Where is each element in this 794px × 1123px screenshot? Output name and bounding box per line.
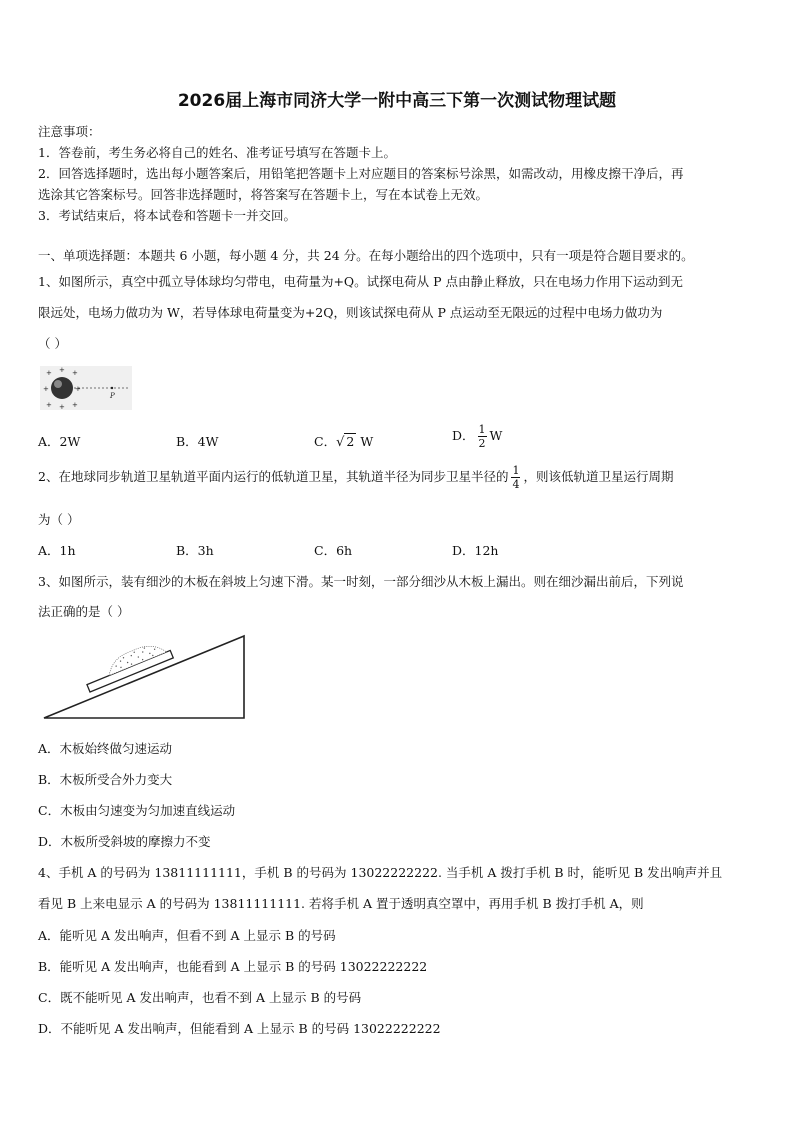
q3-stem-line1: 3、如图所示，装有细沙的木板在斜坡上匀速下滑。某一时刻，一部分细沙从木板上漏出。则在细沙漏出前后，下列说	[38, 574, 684, 589]
section-heading: 一、单项选择题：本题共 6 小题，每小题 4 分，共 24 分。在每小题给出的四个选项中，只有一项是符合题目要求的。	[38, 248, 694, 263]
q2-stem-line1	[38, 465, 758, 490]
q1-figure-charged-sphere	[40, 366, 132, 410]
q4-stem-line1: 4、手机 A 的号码为 13811111111，手机 B 的号码为 13022222222. 当手机 A 拨打手机 B 时，能听见 B 发出响声并且	[38, 865, 723, 880]
q1-option-d-numerator: 1	[478, 423, 486, 436]
q1-stem-line3: （ ）	[38, 336, 67, 351]
q1-option-c-prefix: C．	[314, 434, 337, 449]
svg-text:+: +	[72, 401, 78, 409]
svg-text:+: +	[72, 369, 78, 377]
svg-text:+: +	[75, 385, 81, 393]
q1-figure-point-label: P	[110, 392, 115, 400]
q3-stem-line2: 法正确的是（ ）	[38, 604, 130, 619]
q1-option-c-unit: W	[360, 434, 374, 449]
q2-stem-line2: 为（ ）	[38, 512, 80, 527]
q4-option-b: B．能听见 A 发出响声，也能看到 A 上显示 B 的号码 13022222222	[38, 959, 428, 974]
q2-option-b: B．3h	[176, 543, 214, 558]
q1-option-d	[452, 424, 502, 449]
q3-option-a: A．木板始终做匀速运动	[38, 741, 173, 756]
q4-option-c: C．既不能听见 A 发出响声，也看不到 A 上显示 B 的号码	[38, 990, 362, 1005]
q1-option-d-fraction	[478, 424, 487, 449]
q2-stem-line1-pre: 2、在地球同步轨道卫星轨道平面内运行的低轨道卫星，其轨道半径为同步卫星半径的	[38, 469, 509, 484]
q1-option-c-radicand: 2	[346, 434, 355, 449]
q3-option-b: B．木板所受合外力变大	[38, 772, 173, 787]
svg-text:+: +	[46, 401, 52, 409]
q1-option-b: B．4W	[176, 434, 219, 449]
q3-figure-incline-board	[40, 632, 250, 724]
q1-option-d-denominator: 2	[478, 437, 486, 450]
q4-stem-line2: 看见 B 上来电显示 A 的号码为 13811111111. 若将手机 A 置于透明真空罩中，再用手机 B 拨打手机 A，则	[38, 896, 644, 911]
svg-text:+: +	[43, 385, 49, 393]
q2-fraction	[511, 465, 520, 490]
q2-option-d: D．12h	[452, 543, 499, 558]
q2-fraction-numerator: 1	[512, 464, 520, 477]
notice-item-2: 2．回答选择题时，选出每小题答案后，用铅笔把答题卡上对应题目的答案标号涂黑，如需改动，用橡皮擦干净后，再	[38, 166, 684, 181]
q1-option-c	[314, 432, 373, 450]
q4-option-a: A．能听见 A 发出响声，但看不到 A 上显示 B 的号码	[38, 928, 336, 943]
notice-item-1: 1．答卷前，考生务必将自己的姓名、准考证号填写在答题卡上。	[38, 145, 396, 160]
q3-option-c: C．木板由匀速变为匀加速直线运动	[38, 803, 236, 818]
notice-item-3: 3．考试结束后，将本试卷和答题卡一并交回。	[38, 208, 296, 223]
q1-stem-line1: 1、如图所示，真空中孤立导体球均匀带电，电荷量为+Q。试探电荷从 P 点由静止释放，只在电场力作用下运动到无	[38, 274, 684, 289]
q1-stem-line2: 限远处，电场力做功为 W，若导体球电荷量变为+2Q，则该试探电荷从 P 点运动至无限远的过程中电场力做功为	[38, 305, 663, 320]
q2-fraction-denominator: 4	[512, 478, 520, 491]
q1-option-d-prefix: D．	[452, 428, 475, 443]
q2-option-a: A．1h	[38, 543, 76, 558]
notice-heading: 注意事项：	[38, 124, 101, 139]
svg-text:+: +	[59, 403, 65, 410]
q1-option-a: A．2W	[38, 434, 81, 449]
svg-text:+: +	[59, 366, 65, 374]
notice-item-2-cont: 选涂其它答案标号。回答非选择题时，将答案写在答题卡上，写在本试卷上无效。	[38, 187, 489, 202]
q3-option-d: D．木板所受斜坡的摩擦力不变	[38, 834, 211, 849]
svg-text:+: +	[46, 369, 52, 377]
q2-stem-line1-post: ，则该低轨道卫星运行周期	[523, 469, 674, 484]
sqrt-icon: √	[336, 435, 345, 450]
page-title: 2026届上海市同济大学一附中高三下第一次测试物理试题	[177, 91, 617, 111]
q1-option-d-unit: W	[489, 428, 503, 443]
q2-option-c: C．6h	[314, 543, 353, 558]
q4-option-d: D．不能听见 A 发出响声，但能看到 A 上显示 B 的号码 13022222222	[38, 1021, 441, 1036]
